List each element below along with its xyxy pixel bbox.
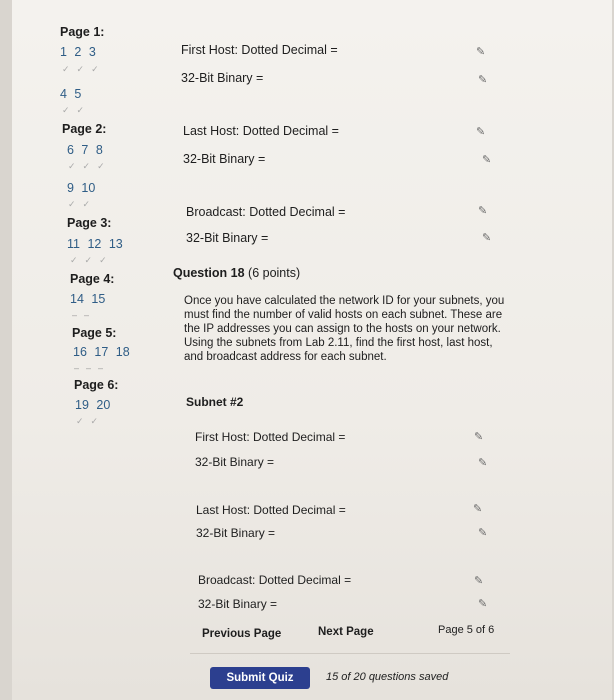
nav-page-6-questions[interactable]: 19 20: [75, 398, 111, 412]
q-last-host-binary-label: 32-Bit Binary =: [196, 526, 276, 540]
check-icon: ✓✓✓: [68, 161, 112, 171]
pencil-icon[interactable]: ✎: [474, 431, 484, 443]
broadcast-binary-label: 32-Bit Binary =: [186, 231, 269, 245]
nav-page-5-questions[interactable]: 16 17 18: [73, 345, 130, 359]
nav-page-2-title: Page 2:: [62, 122, 107, 136]
subnet-heading: Subnet #2: [186, 395, 244, 409]
q-first-host-dotted-label: First Host: Dotted Decimal =: [195, 430, 346, 444]
quiz-page: [12, 0, 612, 700]
previous-page-button[interactable]: Previous Page: [202, 628, 282, 640]
nav-page-2-questions[interactable]: 6 7 8: [67, 143, 103, 157]
check-icon: ✓✓: [76, 416, 106, 426]
nav-page-3-questions[interactable]: 11 12 13: [67, 237, 123, 251]
nav-page-1-questions-2[interactable]: 4 5: [60, 87, 82, 101]
nav-page-4-questions[interactable]: 14 15: [70, 292, 106, 306]
q-broadcast-dotted-label: Broadcast: Dotted Decimal =: [198, 573, 352, 587]
nav-page-3-title: Page 3:: [67, 216, 112, 230]
nav-page-6-title: Page 6:: [74, 378, 119, 392]
pencil-icon[interactable]: ✎: [476, 126, 486, 138]
check-icon: ✓✓✓: [62, 64, 106, 74]
q-first-host-binary-label: 32-Bit Binary =: [195, 455, 275, 469]
question-title: [173, 266, 300, 280]
question-text: Once you have calculated the network ID for your subnets, you must find the number of valid hosts on each subnet. These are the IP addresses you can assign to the hosts on your network. Using the subnets from Lab 2.11, find the first host, last host, and broadcast address for each subnet.: [184, 295, 505, 363]
check-icon: ✓✓: [68, 199, 98, 209]
pencil-icon[interactable]: ✎: [478, 598, 488, 610]
q-last-host-dotted-label: Last Host: Dotted Decimal =: [196, 503, 346, 517]
question-number: Question 18: [173, 266, 245, 280]
page-indicator: Page 5 of 6: [438, 624, 495, 636]
nav-page-1-questions[interactable]: 1 2 3: [60, 45, 96, 59]
first-host-binary-label: 32-Bit Binary =: [181, 71, 264, 85]
last-host-binary-label: 32-Bit Binary =: [183, 152, 266, 166]
next-page-button[interactable]: Next Page: [318, 626, 374, 638]
pencil-icon[interactable]: ✎: [482, 154, 492, 166]
pencil-icon[interactable]: ✎: [474, 575, 484, 587]
q-broadcast-binary-label: 32-Bit Binary =: [198, 597, 278, 611]
check-icon: ✓✓: [62, 105, 92, 115]
pencil-icon[interactable]: ✎: [478, 74, 488, 86]
first-host-dotted-label: First Host: Dotted Decimal =: [181, 43, 338, 57]
pencil-icon[interactable]: ✎: [478, 457, 488, 469]
submit-quiz-button[interactable]: Submit Quiz: [210, 667, 310, 689]
dash-marks: ‒‒‒: [74, 363, 111, 373]
pencil-icon[interactable]: ✎: [473, 503, 483, 515]
broadcast-dotted-label: Broadcast: Dotted Decimal =: [186, 205, 346, 219]
check-icon: ✓✓✓: [70, 255, 114, 265]
dash-marks: ‒‒: [72, 310, 97, 320]
pencil-icon[interactable]: ✎: [478, 205, 488, 217]
footer-divider: [190, 653, 510, 654]
last-host-dotted-label: Last Host: Dotted Decimal =: [183, 124, 339, 138]
pencil-icon[interactable]: ✎: [478, 527, 488, 539]
pencil-icon[interactable]: ✎: [476, 46, 486, 58]
nav-page-2-questions-2[interactable]: 9 10: [67, 181, 96, 195]
saved-status: 15 of 20 questions saved: [326, 671, 449, 683]
nav-page-4-title: Page 4:: [70, 272, 115, 286]
nav-page-1-title: Page 1:: [60, 25, 105, 39]
question-points: (6 points): [248, 266, 301, 280]
pencil-icon[interactable]: ✎: [482, 232, 492, 244]
nav-page-5-title: Page 5:: [72, 326, 117, 340]
